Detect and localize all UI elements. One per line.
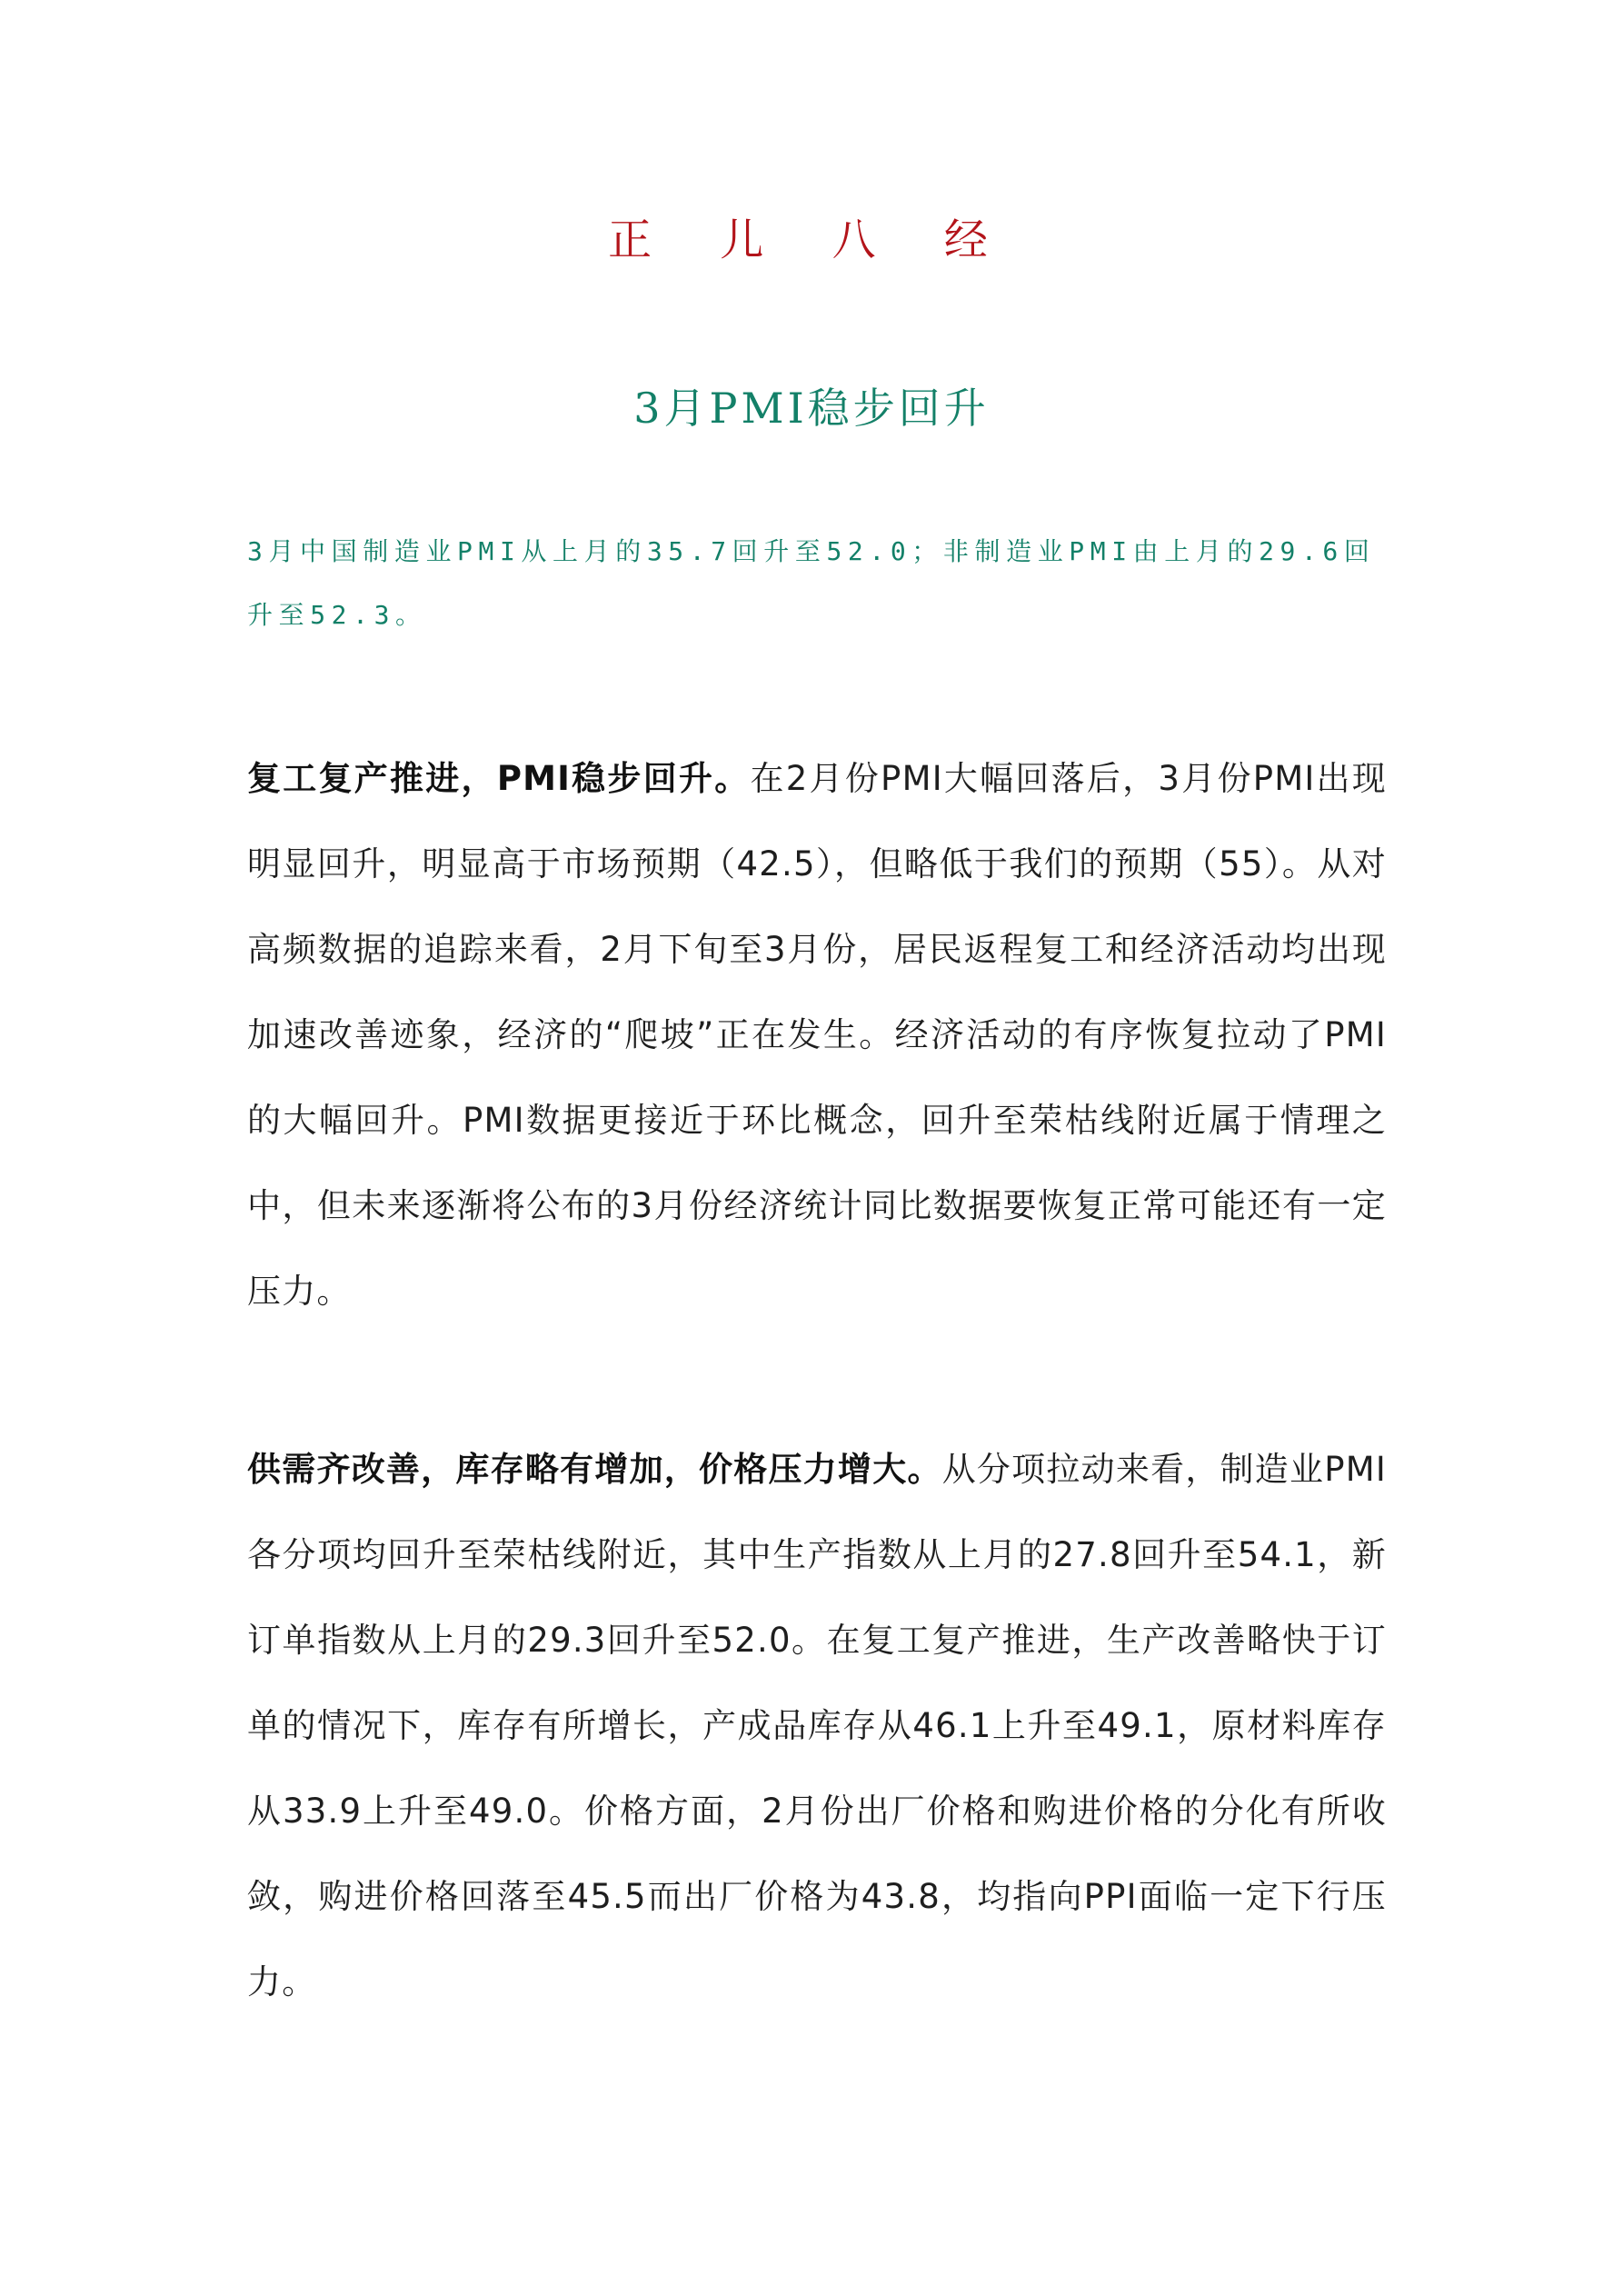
article-summary: 3月中国制造业PMI从上月的35.7回升至52.0；非制造业PMI由上月的29.6回升至52.3。 (247, 536, 1376, 630)
paragraph-1-lead: 复工复产推进，PMI稳步回升。 (247, 759, 751, 798)
brand-header: 正 儿 八 经 (608, 215, 1015, 265)
paragraph-2-body: 从分项拉动来看，制造业PMI各分项均回升至荣枯线附近，其中生产指数从上月的27.8回升至54.1，新订单指数从上月的29.3回升至52.0。在复工复产推进，生产改善略快于订单的情况下，库存有所增长，产成品库存从46.1上升至49.1，原材料库存从33.9上升至49.0。价格方面，2月份出厂价格和购进价格的分化有所收敛，购进价格回落至45.5而出厂价格为43.8，均指向PPI面临一定下行压力。 (247, 1450, 1388, 2002)
paragraph-1-body: 在2月份PMI大幅回落后，3月份PMI出现明显回升，明显高于市场预期（42.5），但略低于我们的预期（55）。从对高频数据的追踪来看，2月下旬至3月份，居民返程复工和经济活动均出现加速改善迹象，经济的“爬坡”正在发生。经济活动的有序恢复拉动了PMI的大幅回升。PMI数据更接近于环比概念，回升至荣枯线附近属于情理之中，但未来逐渐将公布的3月份经济统计同比数据要恢复正常可能还有一定压力。 (247, 759, 1388, 1311)
paragraph-1 (247, 736, 1387, 1334)
article-title: 3月PMI稳步回升 (633, 384, 990, 433)
paragraph-2 (247, 1427, 1387, 2025)
paragraph-2-lead: 供需齐改善，库存略有增加，价格压力增大。 (247, 1450, 942, 1489)
